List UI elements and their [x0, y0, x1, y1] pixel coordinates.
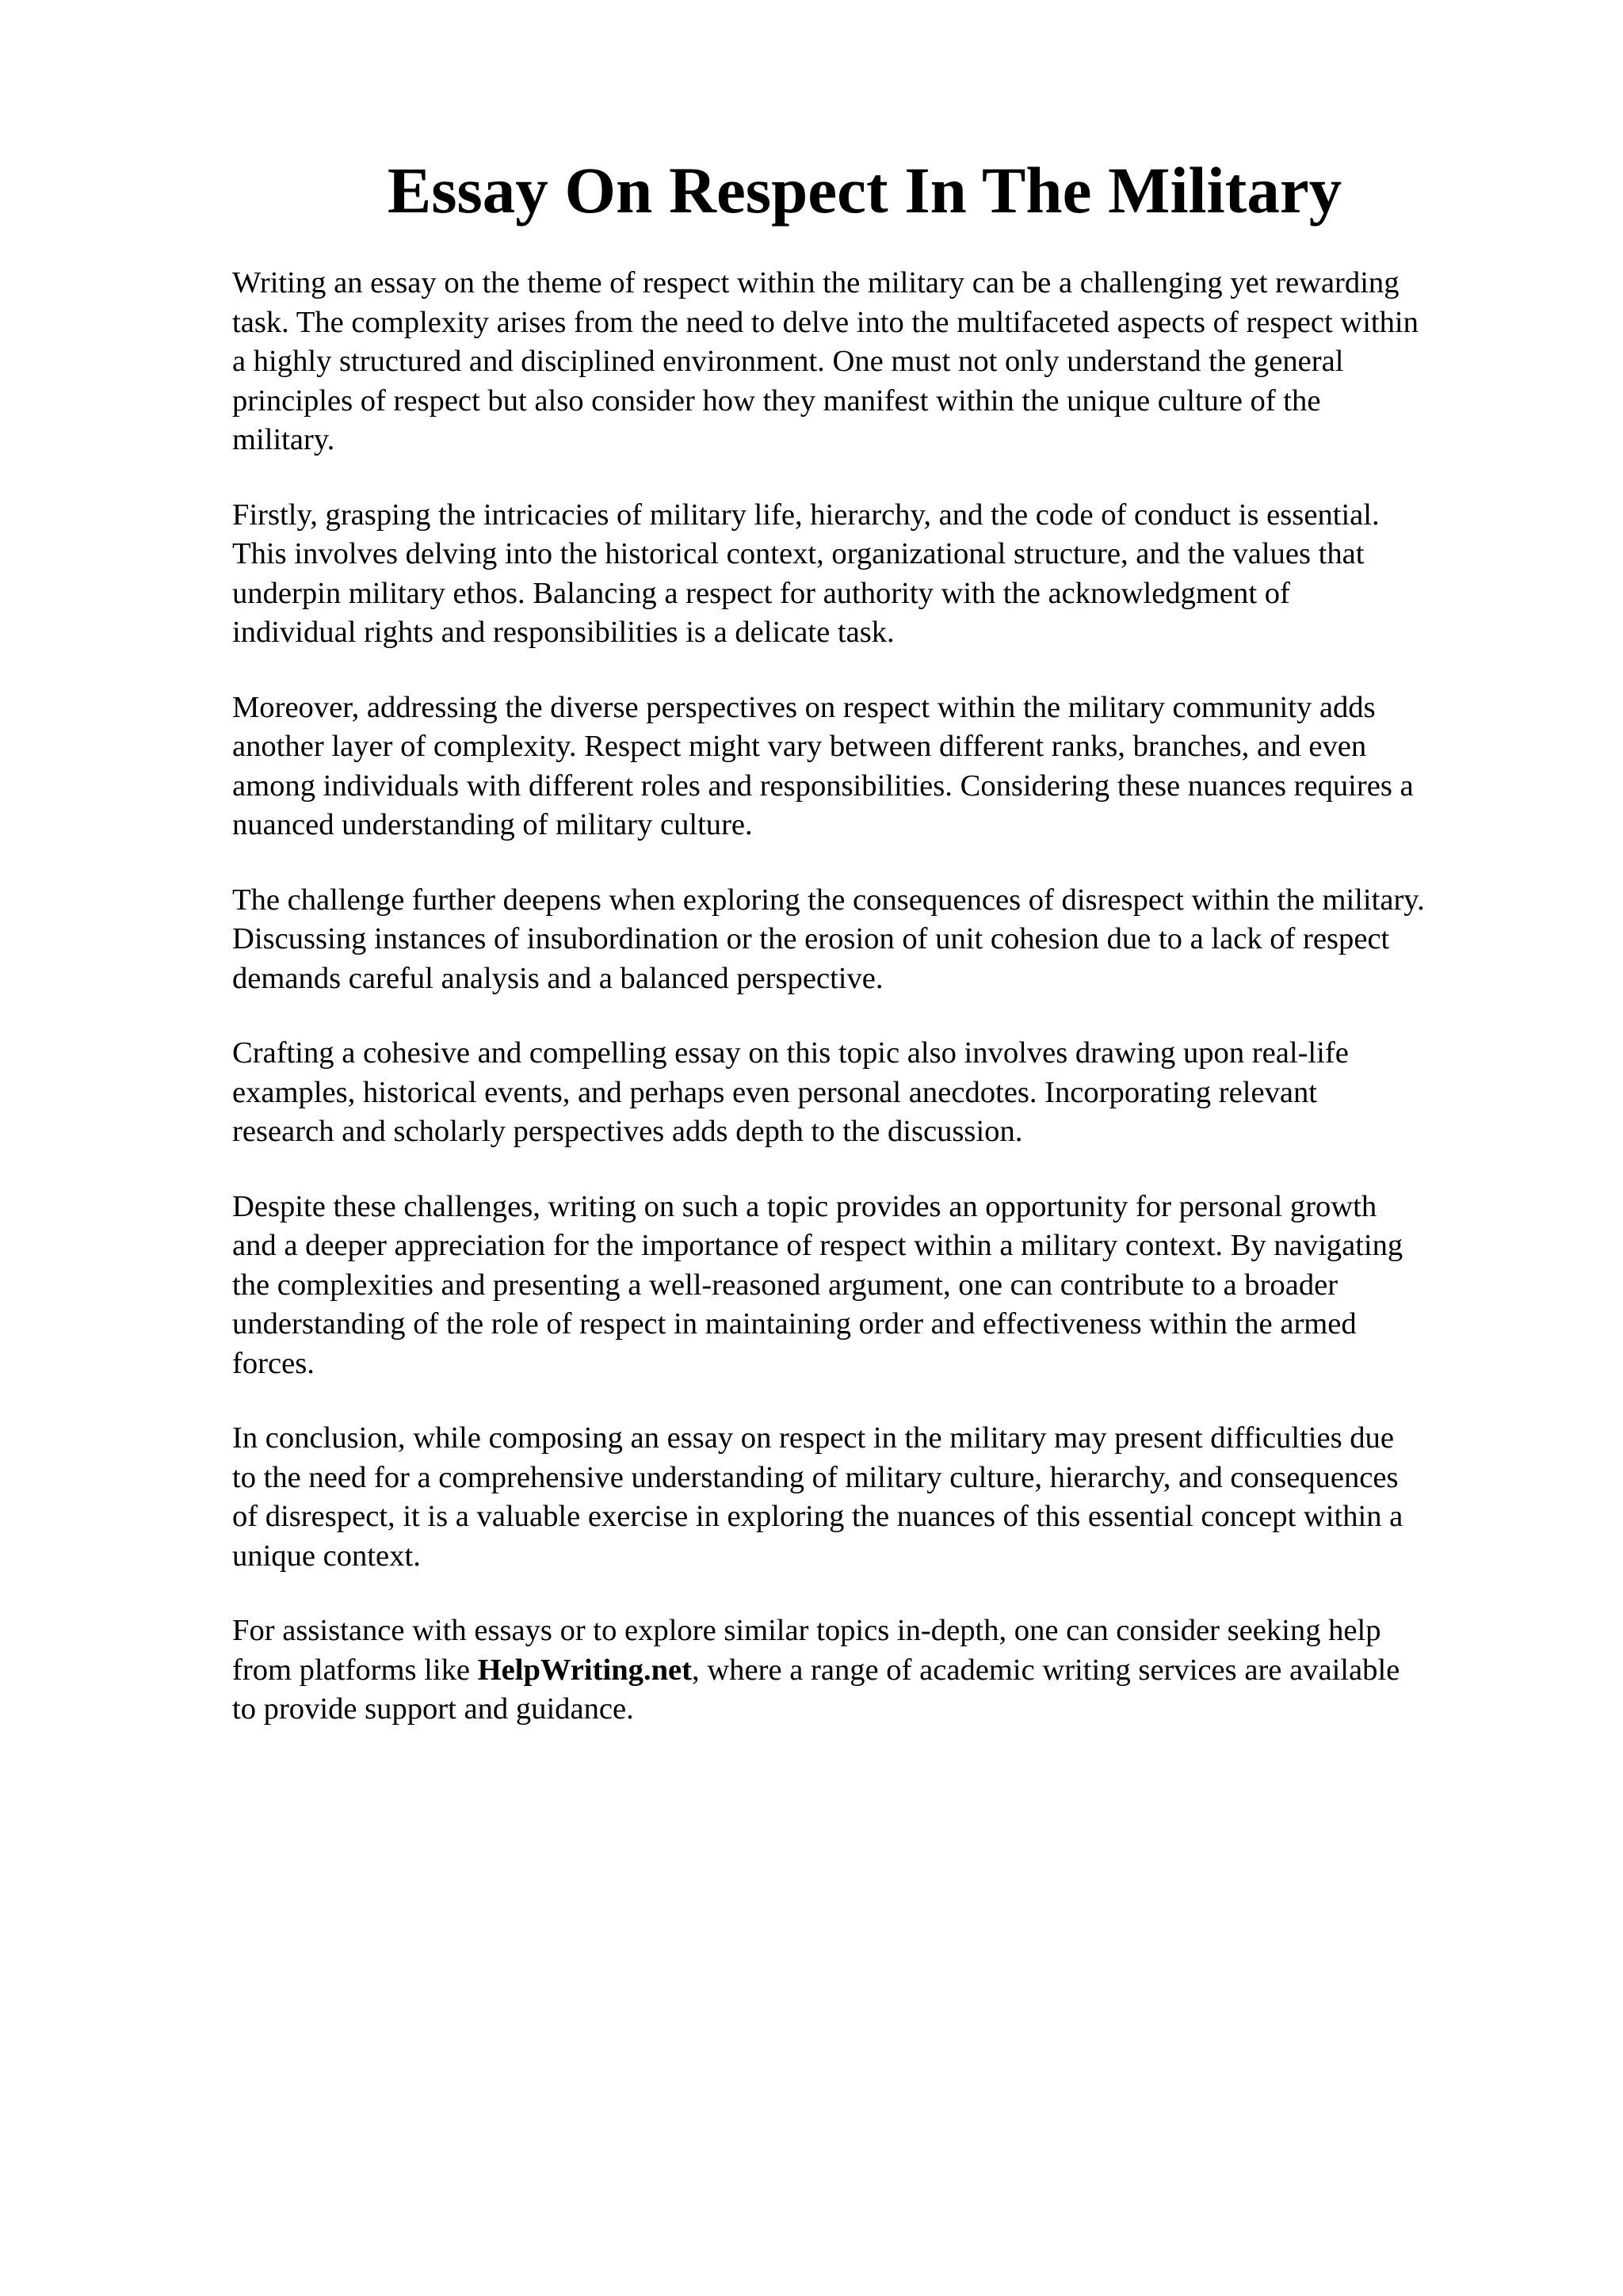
- text-line: understanding of the role of respect in maintaining order and effectiveness within the armed: [232, 1307, 1357, 1341]
- text-line: principles of respect but also consider how they manifest within the unique culture of the: [232, 383, 1321, 418]
- helpwriting-link[interactable]: HelpWriting.net: [477, 1653, 693, 1687]
- paragraph-4: [232, 881, 1548, 999]
- text-line: military.: [232, 423, 335, 456]
- paragraph-5: [232, 1034, 1548, 1152]
- paragraph-1: [232, 264, 1548, 460]
- text-line: The challenge further deepens when exploring the consequences of disrespect within the military.: [232, 883, 1425, 917]
- text-line: research and scholarly perspectives adds depth to the discussion.: [232, 1115, 1023, 1148]
- text-line: task. The complexity arises from the need to delve into the multifaceted aspects of respect within: [232, 305, 1419, 339]
- paragraph-7: [232, 1419, 1548, 1576]
- text-line: and a deeper appreciation for the importance of respect within a military context. By navigating: [232, 1229, 1403, 1262]
- text-line: Writing an essay on the theme of respect within the military can be a challenging yet rewarding: [232, 266, 1400, 299]
- text-line: Moreover, addressing the diverse perspectives on respect within the military community adds: [232, 690, 1376, 724]
- text-line: For assistance with essays or to explore similar topics in-depth, one can consider seeking help: [232, 1614, 1381, 1647]
- text-fragment: from platforms like: [232, 1653, 478, 1687]
- text-line: demands careful analysis and a balanced perspective.: [232, 961, 884, 995]
- text-line: unique context.: [232, 1539, 421, 1573]
- paragraph-2: [232, 496, 1548, 653]
- text-line: to the need for a comprehensive understanding of military culture, hierarchy, and consequences: [232, 1460, 1399, 1494]
- text-line: individual rights and responsibilities is a delicate task.: [232, 616, 895, 649]
- text-line: In conclusion, while composing an essay on respect in the military may present difficulties due: [232, 1421, 1394, 1455]
- paragraph-3: [232, 688, 1548, 845]
- text-line: Despite these challenges, writing on such a topic provides an opportunity for personal growth: [232, 1189, 1377, 1223]
- text-line: to provide support and guidance.: [232, 1692, 634, 1726]
- text-line: forces.: [232, 1346, 315, 1380]
- text-line: the complexities and presenting a well-reasoned argument, one can contribute to a broader: [232, 1268, 1338, 1302]
- text-line: Firstly, grasping the intricacies of military life, hierarchy, and the code of conduct is essential.: [232, 498, 1380, 532]
- text-line: nuanced understanding of military culture.: [232, 808, 753, 841]
- paragraph-6: [232, 1188, 1548, 1384]
- text-line: This involves delving into the historical context, organizational structure, and the values that: [232, 537, 1365, 570]
- document-title: Essay On Respect In The Military: [387, 154, 1342, 227]
- text-line: another layer of complexity. Respect might vary between different ranks, branches, and even: [232, 730, 1367, 763]
- text-line: Discussing instances of insubordination or the erosion of unit cohesion due to a lack of respect: [232, 922, 1390, 955]
- text-line: a highly structured and disciplined environment. One must not only understand the general: [232, 345, 1344, 378]
- text-line-with-link: [232, 1651, 1548, 1691]
- text-line: underpin military ethos. Balancing a respect for authority with the acknowledgment of: [232, 576, 1290, 610]
- text-line: examples, historical events, and perhaps even personal anecdotes. Incorporating relevant: [232, 1075, 1317, 1109]
- text-line: of disrespect, it is a valuable exercise in exploring the nuances of this essential concept within a: [232, 1500, 1403, 1533]
- text-fragment: , where a range of academic writing services are available: [692, 1653, 1400, 1687]
- text-line: Crafting a cohesive and compelling essay on this topic also involves drawing upon real-life: [232, 1036, 1349, 1070]
- paragraph-closing: [232, 1611, 1548, 1730]
- document-body: [232, 264, 1548, 1765]
- text-line: among individuals with different roles and responsibilities. Considering these nuances requires a: [232, 769, 1414, 803]
